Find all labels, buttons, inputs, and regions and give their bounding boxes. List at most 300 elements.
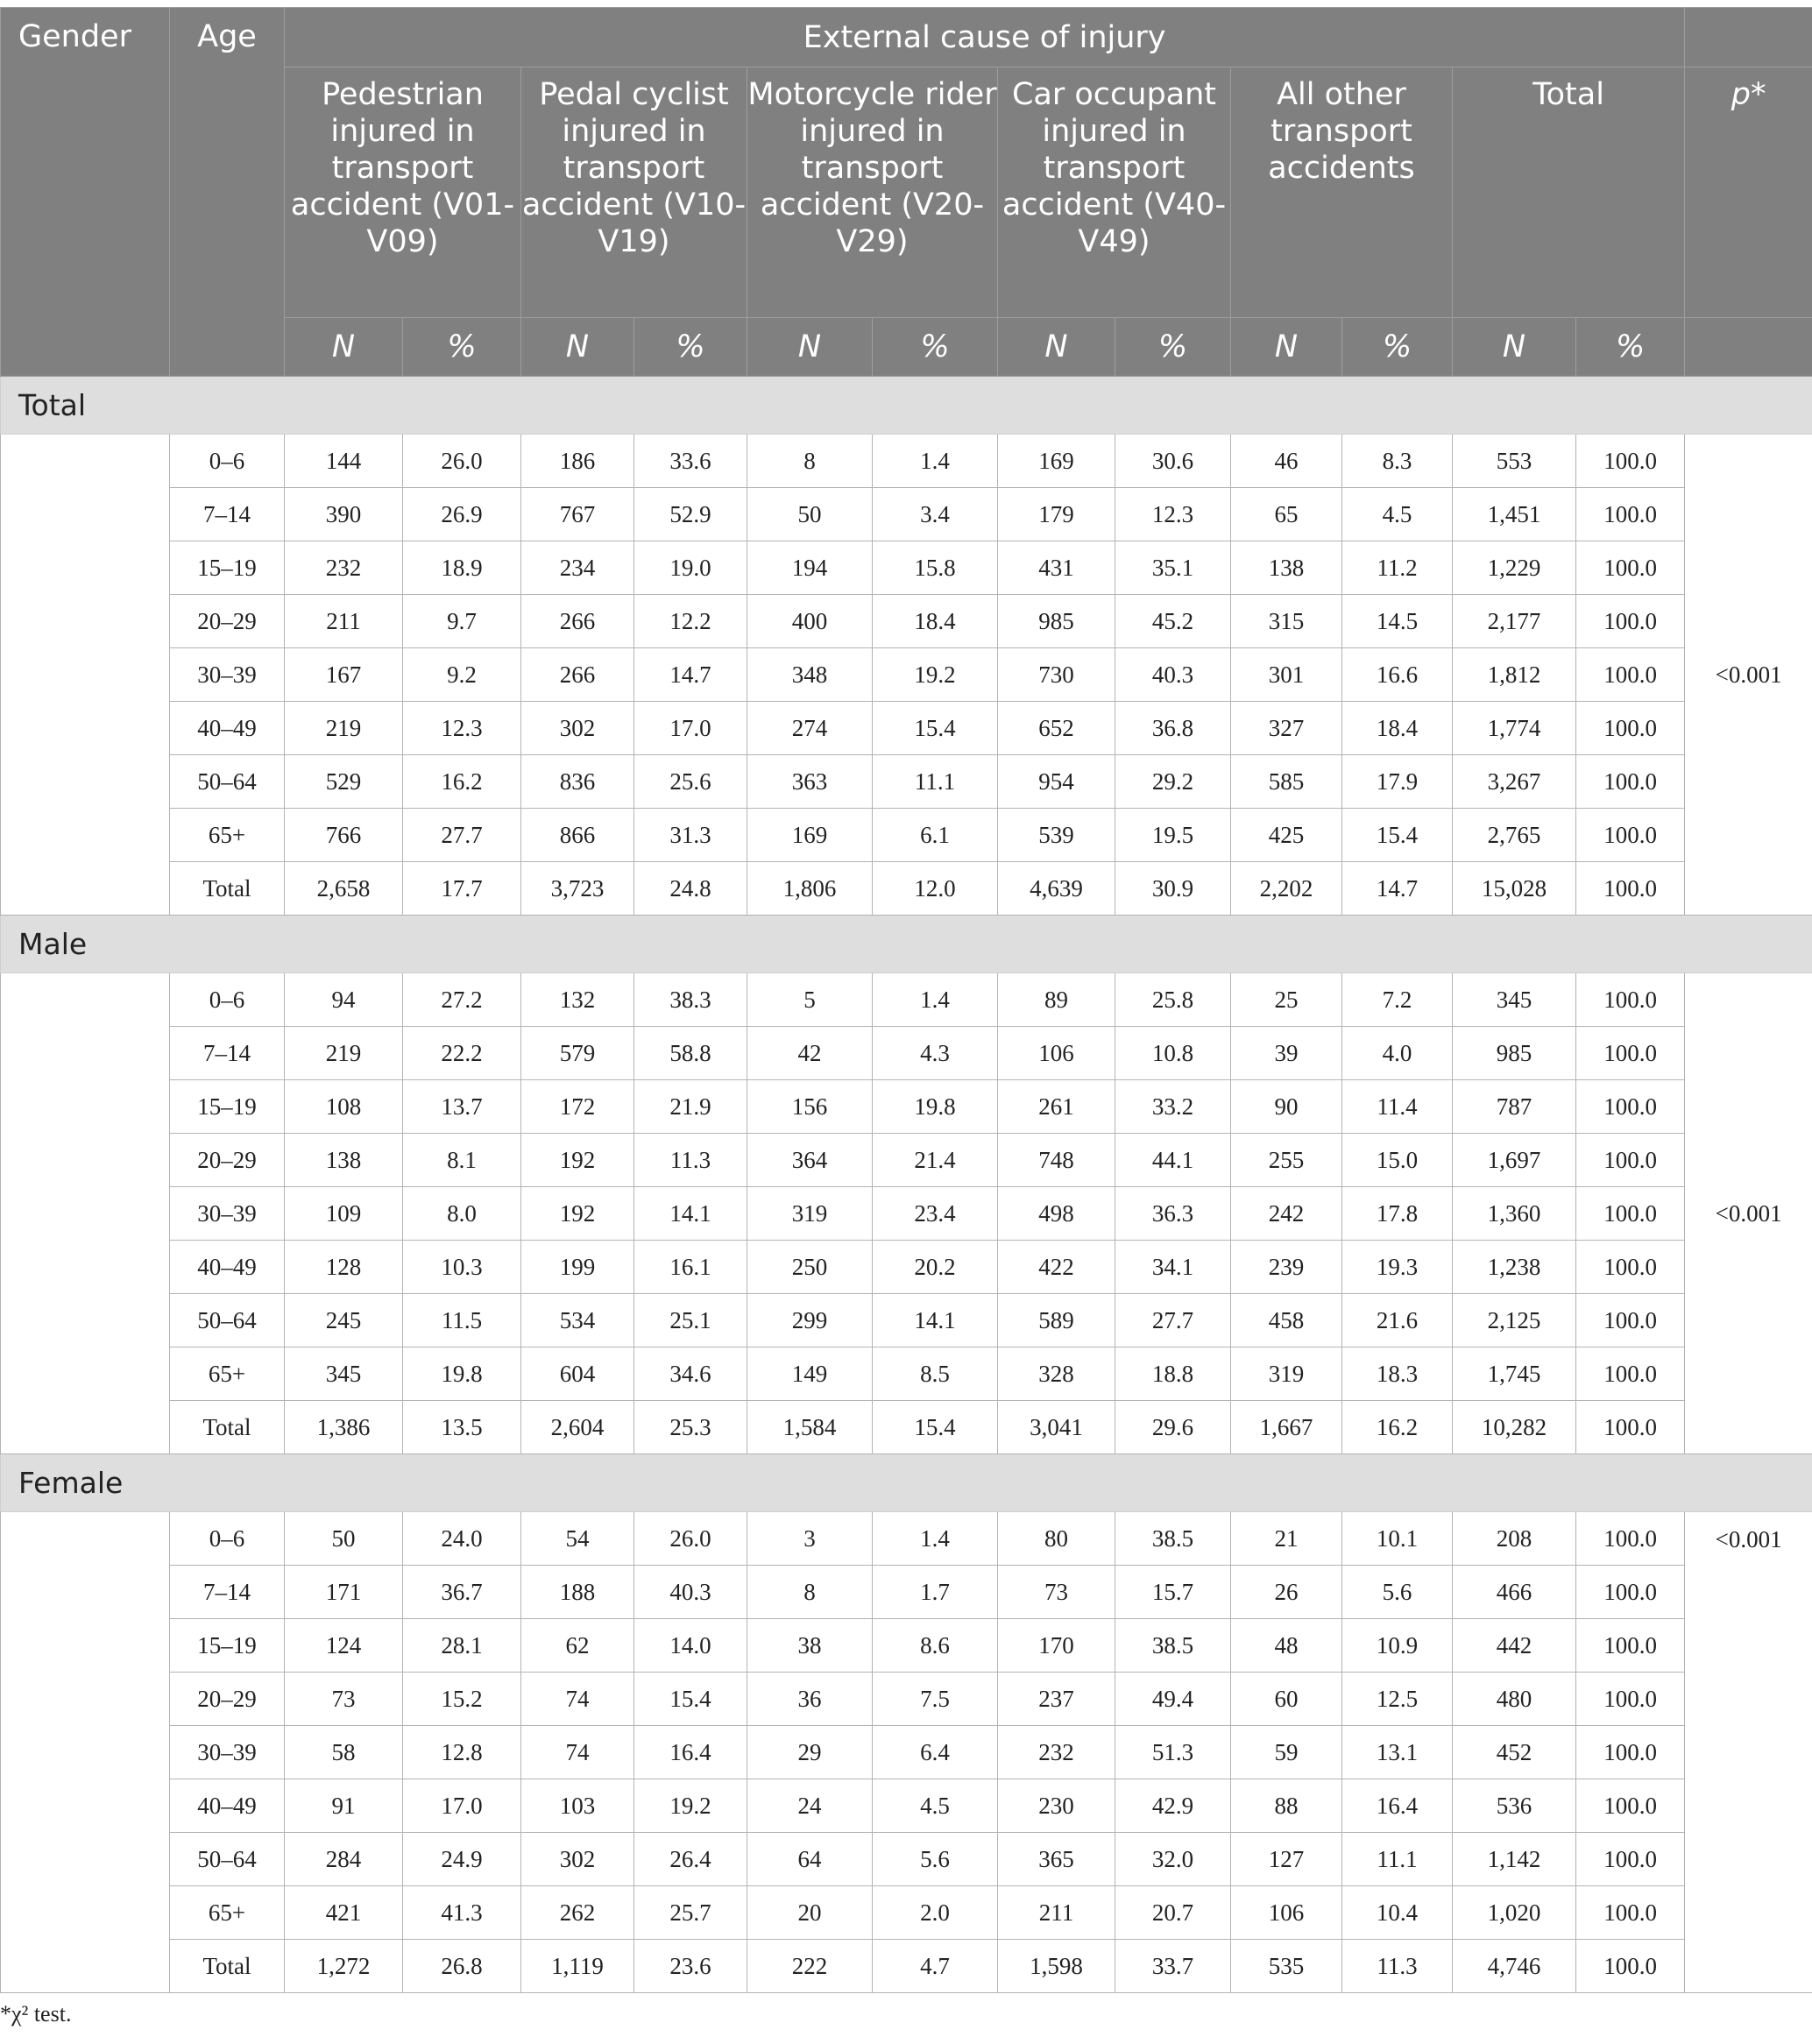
value-cell: 23.4 xyxy=(873,1187,998,1241)
value-cell: 45.2 xyxy=(1115,595,1231,648)
value-cell: 88 xyxy=(1231,1779,1342,1833)
value-cell: 29 xyxy=(747,1726,873,1779)
value-cell: 100.0 xyxy=(1576,1886,1685,1940)
value-cell: 13.5 xyxy=(403,1401,521,1454)
value-cell: 1.4 xyxy=(873,1512,998,1566)
table-row xyxy=(1,541,1812,595)
value-cell: 124 xyxy=(285,1619,403,1673)
value-cell: 17.0 xyxy=(403,1779,521,1833)
age-cell: 15–19 xyxy=(170,541,285,595)
value-cell: 15.7 xyxy=(1115,1566,1231,1619)
value-cell: 20.7 xyxy=(1115,1886,1231,1940)
value-cell: 730 xyxy=(998,648,1115,702)
value-cell: 8.3 xyxy=(1342,435,1453,488)
value-cell: 1.4 xyxy=(873,435,998,488)
value-cell: 364 xyxy=(747,1134,873,1187)
value-cell: 34.1 xyxy=(1115,1241,1231,1294)
value-cell: 245 xyxy=(285,1294,403,1347)
value-cell: 25.7 xyxy=(634,1886,747,1940)
value-cell: 169 xyxy=(998,435,1115,488)
header-pct: % xyxy=(1115,318,1231,377)
table-container xyxy=(0,7,1812,1993)
age-cell: 7–14 xyxy=(170,1027,285,1080)
value-cell: 100.0 xyxy=(1576,1619,1685,1673)
value-cell: 100.0 xyxy=(1576,1940,1685,1993)
value-cell: 100.0 xyxy=(1576,648,1685,702)
header-n: N xyxy=(285,318,403,377)
value-cell: 100.0 xyxy=(1576,702,1685,755)
header-n: N xyxy=(747,318,873,377)
value-cell: 11.1 xyxy=(1342,1833,1453,1886)
table-row xyxy=(1,1080,1812,1134)
value-cell: 534 xyxy=(521,1294,634,1347)
value-cell: 1,774 xyxy=(1453,702,1576,755)
age-cell: 30–39 xyxy=(170,1726,285,1779)
age-cell: 50–64 xyxy=(170,1833,285,1886)
value-cell: 33.7 xyxy=(1115,1940,1231,1993)
value-cell: 50 xyxy=(285,1512,403,1566)
p-value-cell: <0.001 xyxy=(1685,1512,1812,1993)
value-cell: 866 xyxy=(521,809,634,862)
value-cell: 1,598 xyxy=(998,1940,1115,1993)
value-cell: 138 xyxy=(1231,541,1342,595)
value-cell: 425 xyxy=(1231,809,1342,862)
age-cell: 40–49 xyxy=(170,1241,285,1294)
value-cell: 5.6 xyxy=(1342,1566,1453,1619)
value-cell: 18.4 xyxy=(1342,702,1453,755)
value-cell: 422 xyxy=(998,1241,1115,1294)
table-row xyxy=(1,595,1812,648)
value-cell: 15,028 xyxy=(1453,862,1576,916)
value-cell: 24.0 xyxy=(403,1512,521,1566)
value-cell: 100.0 xyxy=(1576,595,1685,648)
value-cell: 421 xyxy=(285,1886,403,1940)
value-cell: 3.4 xyxy=(873,488,998,541)
value-cell: 149 xyxy=(747,1347,873,1401)
value-cell: 24.8 xyxy=(634,862,747,916)
value-cell: 345 xyxy=(1453,973,1576,1027)
header-cause-car: Car occupant injured in transport accident (V40-V49) xyxy=(998,67,1231,318)
value-cell: 36.7 xyxy=(403,1566,521,1619)
header-gender: Gender xyxy=(1,8,170,377)
header-pct: % xyxy=(634,318,747,377)
value-cell: 8.1 xyxy=(403,1134,521,1187)
value-cell: 188 xyxy=(521,1566,634,1619)
header-blank xyxy=(1685,318,1812,377)
value-cell: 390 xyxy=(285,488,403,541)
value-cell: 1,812 xyxy=(1453,648,1576,702)
value-cell: 1.4 xyxy=(873,973,998,1027)
value-cell: 17.7 xyxy=(403,862,521,916)
table-row xyxy=(1,862,1812,916)
value-cell: 46 xyxy=(1231,435,1342,488)
value-cell: 11.3 xyxy=(634,1134,747,1187)
age-cell: Total xyxy=(170,1401,285,1454)
value-cell: 1,667 xyxy=(1231,1401,1342,1454)
value-cell: 12.5 xyxy=(1342,1673,1453,1726)
section-row xyxy=(1,916,1812,973)
value-cell: 15.2 xyxy=(403,1673,521,1726)
value-cell: 186 xyxy=(521,435,634,488)
value-cell: 400 xyxy=(747,595,873,648)
value-cell: 15.0 xyxy=(1342,1134,1453,1187)
value-cell: 3,041 xyxy=(998,1401,1115,1454)
value-cell: 106 xyxy=(1231,1886,1342,1940)
value-cell: 1,360 xyxy=(1453,1187,1576,1241)
value-cell: 73 xyxy=(998,1566,1115,1619)
value-cell: 1,142 xyxy=(1453,1833,1576,1886)
value-cell: 1,119 xyxy=(521,1940,634,1993)
value-cell: 985 xyxy=(1453,1027,1576,1080)
value-cell: 19.5 xyxy=(1115,809,1231,862)
value-cell: 25.6 xyxy=(634,755,747,809)
value-cell: 319 xyxy=(747,1187,873,1241)
value-cell: 38.5 xyxy=(1115,1512,1231,1566)
table-row xyxy=(1,1187,1812,1241)
value-cell: 1,229 xyxy=(1453,541,1576,595)
value-cell: 109 xyxy=(285,1187,403,1241)
value-cell: 262 xyxy=(521,1886,634,1940)
value-cell: 1,697 xyxy=(1453,1134,1576,1187)
value-cell: 59 xyxy=(1231,1726,1342,1779)
value-cell: 4.3 xyxy=(873,1027,998,1080)
value-cell: 1.7 xyxy=(873,1566,998,1619)
value-cell: 219 xyxy=(285,1027,403,1080)
p-value-cell: <0.001 xyxy=(1685,435,1812,916)
section-row xyxy=(1,1454,1812,1512)
value-cell: 35.1 xyxy=(1115,541,1231,595)
value-cell: 9.7 xyxy=(403,595,521,648)
age-cell: 40–49 xyxy=(170,702,285,755)
value-cell: 255 xyxy=(1231,1134,1342,1187)
value-cell: 49.4 xyxy=(1115,1673,1231,1726)
table-row xyxy=(1,1134,1812,1187)
table-row xyxy=(1,1512,1812,1566)
header-n: N xyxy=(998,318,1115,377)
value-cell: 21.4 xyxy=(873,1134,998,1187)
value-cell: 26.0 xyxy=(403,435,521,488)
value-cell: 250 xyxy=(747,1241,873,1294)
value-cell: 234 xyxy=(521,541,634,595)
header-cause-motorcycle: Motorcycle rider injured in transport accident (V20-V29) xyxy=(747,67,998,318)
age-cell: 20–29 xyxy=(170,595,285,648)
value-cell: 604 xyxy=(521,1347,634,1401)
value-cell: 1,272 xyxy=(285,1940,403,1993)
value-cell: 458 xyxy=(1231,1294,1342,1347)
table-row xyxy=(1,1294,1812,1347)
value-cell: 4.5 xyxy=(1342,488,1453,541)
value-cell: 7.2 xyxy=(1342,973,1453,1027)
value-cell: 18.9 xyxy=(403,541,521,595)
value-cell: 100.0 xyxy=(1576,1187,1685,1241)
value-cell: 36.3 xyxy=(1115,1187,1231,1241)
age-cell: 30–39 xyxy=(170,648,285,702)
value-cell: 452 xyxy=(1453,1726,1576,1779)
age-cell: 0–6 xyxy=(170,973,285,1027)
value-cell: 20.2 xyxy=(873,1241,998,1294)
value-cell: 100.0 xyxy=(1576,1726,1685,1779)
value-cell: 8.0 xyxy=(403,1187,521,1241)
value-cell: 100.0 xyxy=(1576,1673,1685,1726)
value-cell: 2,177 xyxy=(1453,595,1576,648)
value-cell: 100.0 xyxy=(1576,488,1685,541)
value-cell: 25.8 xyxy=(1115,973,1231,1027)
age-cell: 65+ xyxy=(170,809,285,862)
age-cell: 20–29 xyxy=(170,1134,285,1187)
value-cell: 3,267 xyxy=(1453,755,1576,809)
value-cell: 167 xyxy=(285,648,403,702)
value-cell: 10.3 xyxy=(403,1241,521,1294)
value-cell: 34.6 xyxy=(634,1347,747,1401)
value-cell: 170 xyxy=(998,1619,1115,1673)
value-cell: 179 xyxy=(998,488,1115,541)
value-cell: 327 xyxy=(1231,702,1342,755)
value-cell: 103 xyxy=(521,1779,634,1833)
value-cell: 18.3 xyxy=(1342,1347,1453,1401)
value-cell: 26.4 xyxy=(634,1833,747,1886)
value-cell: 219 xyxy=(285,702,403,755)
value-cell: 27.2 xyxy=(403,973,521,1027)
value-cell: 2.0 xyxy=(873,1886,998,1940)
gender-cell xyxy=(1,973,170,1454)
value-cell: 52.9 xyxy=(634,488,747,541)
value-cell: 299 xyxy=(747,1294,873,1347)
value-cell: 274 xyxy=(747,702,873,755)
value-cell: 11.2 xyxy=(1342,541,1453,595)
value-cell: 579 xyxy=(521,1027,634,1080)
value-cell: 2,125 xyxy=(1453,1294,1576,1347)
table-row xyxy=(1,1886,1812,1940)
value-cell: 302 xyxy=(521,702,634,755)
value-cell: 1,238 xyxy=(1453,1241,1576,1294)
value-cell: 128 xyxy=(285,1241,403,1294)
value-cell: 480 xyxy=(1453,1673,1576,1726)
value-cell: 232 xyxy=(998,1726,1115,1779)
value-cell: 3 xyxy=(747,1512,873,1566)
value-cell: 40.3 xyxy=(1115,648,1231,702)
value-cell: 237 xyxy=(998,1673,1115,1726)
value-cell: 15.4 xyxy=(634,1673,747,1726)
table-row xyxy=(1,809,1812,862)
value-cell: 3,723 xyxy=(521,862,634,916)
value-cell: 536 xyxy=(1453,1779,1576,1833)
value-cell: 10.1 xyxy=(1342,1512,1453,1566)
value-cell: 16.4 xyxy=(1342,1779,1453,1833)
value-cell: 42.9 xyxy=(1115,1779,1231,1833)
value-cell: 194 xyxy=(747,541,873,595)
value-cell: 2,765 xyxy=(1453,809,1576,862)
value-cell: 100.0 xyxy=(1576,862,1685,916)
value-cell: 100.0 xyxy=(1576,1512,1685,1566)
value-cell: 6.1 xyxy=(873,809,998,862)
value-cell: 16.2 xyxy=(403,755,521,809)
value-cell: 100.0 xyxy=(1576,1241,1685,1294)
value-cell: 266 xyxy=(521,595,634,648)
age-cell: 15–19 xyxy=(170,1619,285,1673)
value-cell: 12.3 xyxy=(1115,488,1231,541)
section-label: Female xyxy=(1,1454,1812,1512)
value-cell: 192 xyxy=(521,1134,634,1187)
table-row xyxy=(1,1619,1812,1673)
value-cell: 19.8 xyxy=(403,1347,521,1401)
age-cell: 65+ xyxy=(170,1347,285,1401)
age-cell: 50–64 xyxy=(170,755,285,809)
value-cell: 8 xyxy=(747,435,873,488)
value-cell: 26.0 xyxy=(634,1512,747,1566)
value-cell: 33.2 xyxy=(1115,1080,1231,1134)
value-cell: 14.7 xyxy=(634,648,747,702)
age-cell: 30–39 xyxy=(170,1187,285,1241)
value-cell: 319 xyxy=(1231,1347,1342,1401)
value-cell: 90 xyxy=(1231,1080,1342,1134)
value-cell: 1,745 xyxy=(1453,1347,1576,1401)
table-row xyxy=(1,488,1812,541)
p-value-cell: <0.001 xyxy=(1685,973,1812,1454)
value-cell: 39 xyxy=(1231,1027,1342,1080)
value-cell: 21.6 xyxy=(1342,1294,1453,1347)
value-cell: 100.0 xyxy=(1576,435,1685,488)
value-cell: 4.7 xyxy=(873,1940,998,1993)
table-row xyxy=(1,1673,1812,1726)
value-cell: 1,386 xyxy=(285,1401,403,1454)
value-cell: 44.1 xyxy=(1115,1134,1231,1187)
value-cell: 65 xyxy=(1231,488,1342,541)
value-cell: 18.8 xyxy=(1115,1347,1231,1401)
value-cell: 100.0 xyxy=(1576,1401,1685,1454)
value-cell: 94 xyxy=(285,973,403,1027)
value-cell: 42 xyxy=(747,1027,873,1080)
value-cell: 15.8 xyxy=(873,541,998,595)
value-cell: 32.0 xyxy=(1115,1833,1231,1886)
value-cell: 466 xyxy=(1453,1566,1576,1619)
table-row xyxy=(1,702,1812,755)
value-cell: 60 xyxy=(1231,1673,1342,1726)
value-cell: 100.0 xyxy=(1576,973,1685,1027)
value-cell: 23.6 xyxy=(634,1940,747,1993)
value-cell: 14.5 xyxy=(1342,595,1453,648)
table-row xyxy=(1,1241,1812,1294)
value-cell: 100.0 xyxy=(1576,1833,1685,1886)
value-cell: 132 xyxy=(521,973,634,1027)
value-cell: 652 xyxy=(998,702,1115,755)
value-cell: 51.3 xyxy=(1115,1726,1231,1779)
table-row xyxy=(1,1940,1812,1993)
value-cell: 211 xyxy=(285,595,403,648)
value-cell: 199 xyxy=(521,1241,634,1294)
value-cell: 328 xyxy=(998,1347,1115,1401)
value-cell: 29.2 xyxy=(1115,755,1231,809)
value-cell: 48 xyxy=(1231,1619,1342,1673)
value-cell: 30.9 xyxy=(1115,862,1231,916)
value-cell: 28.1 xyxy=(403,1619,521,1673)
table-row xyxy=(1,755,1812,809)
value-cell: 10.4 xyxy=(1342,1886,1453,1940)
value-cell: 284 xyxy=(285,1833,403,1886)
value-cell: 12.0 xyxy=(873,862,998,916)
value-cell: 8.5 xyxy=(873,1347,998,1401)
table-row xyxy=(1,648,1812,702)
value-cell: 14.1 xyxy=(873,1294,998,1347)
value-cell: 58.8 xyxy=(634,1027,747,1080)
value-cell: 585 xyxy=(1231,755,1342,809)
value-cell: 348 xyxy=(747,648,873,702)
value-cell: 6.4 xyxy=(873,1726,998,1779)
value-cell: 10.9 xyxy=(1342,1619,1453,1673)
value-cell: 211 xyxy=(998,1886,1115,1940)
value-cell: 266 xyxy=(521,648,634,702)
value-cell: 171 xyxy=(285,1566,403,1619)
value-cell: 27.7 xyxy=(1115,1294,1231,1347)
value-cell: 431 xyxy=(998,541,1115,595)
value-cell: 261 xyxy=(998,1080,1115,1134)
table-row xyxy=(1,1566,1812,1619)
value-cell: 230 xyxy=(998,1779,1115,1833)
value-cell: 14.7 xyxy=(1342,862,1453,916)
value-cell: 25.1 xyxy=(634,1294,747,1347)
value-cell: 36 xyxy=(747,1673,873,1726)
injury-table xyxy=(0,7,1812,1993)
value-cell: 26.8 xyxy=(403,1940,521,1993)
age-cell: 65+ xyxy=(170,1886,285,1940)
age-cell: 0–6 xyxy=(170,1512,285,1566)
value-cell: 4.0 xyxy=(1342,1027,1453,1080)
value-cell: 21 xyxy=(1231,1512,1342,1566)
value-cell: 14.0 xyxy=(634,1619,747,1673)
value-cell: 8 xyxy=(747,1566,873,1619)
value-cell: 74 xyxy=(521,1726,634,1779)
value-cell: 222 xyxy=(747,1940,873,1993)
value-cell: 100.0 xyxy=(1576,1027,1685,1080)
value-cell: 89 xyxy=(998,973,1115,1027)
value-cell: 74 xyxy=(521,1673,634,1726)
value-cell: 100.0 xyxy=(1576,1080,1685,1134)
value-cell: 11.1 xyxy=(873,755,998,809)
value-cell: 5.6 xyxy=(873,1833,998,1886)
header-pct: % xyxy=(1342,318,1453,377)
value-cell: 8.6 xyxy=(873,1619,998,1673)
value-cell: 836 xyxy=(521,755,634,809)
value-cell: 138 xyxy=(285,1134,403,1187)
value-cell: 106 xyxy=(998,1027,1115,1080)
value-cell: 363 xyxy=(747,755,873,809)
value-cell: 4,639 xyxy=(998,862,1115,916)
value-cell: 19.2 xyxy=(634,1779,747,1833)
value-cell: 1,806 xyxy=(747,862,873,916)
value-cell: 767 xyxy=(521,488,634,541)
gender-cell xyxy=(1,435,170,916)
header-n: N xyxy=(521,318,634,377)
value-cell: 539 xyxy=(998,809,1115,862)
value-cell: 302 xyxy=(521,1833,634,1886)
header-cause-other: All other transport accidents xyxy=(1231,67,1453,318)
value-cell: 232 xyxy=(285,541,403,595)
value-cell: 589 xyxy=(998,1294,1115,1347)
value-cell: 20 xyxy=(747,1886,873,1940)
value-cell: 30.6 xyxy=(1115,435,1231,488)
value-cell: 1,020 xyxy=(1453,1886,1576,1940)
value-cell: 127 xyxy=(1231,1833,1342,1886)
value-cell: 345 xyxy=(285,1347,403,1401)
value-cell: 766 xyxy=(285,809,403,862)
value-cell: 442 xyxy=(1453,1619,1576,1673)
header-n: N xyxy=(1453,318,1576,377)
value-cell: 748 xyxy=(998,1134,1115,1187)
value-cell: 36.8 xyxy=(1115,702,1231,755)
value-cell: 2,202 xyxy=(1231,862,1342,916)
value-cell: 73 xyxy=(285,1673,403,1726)
header-pct: % xyxy=(403,318,521,377)
value-cell: 2,658 xyxy=(285,862,403,916)
